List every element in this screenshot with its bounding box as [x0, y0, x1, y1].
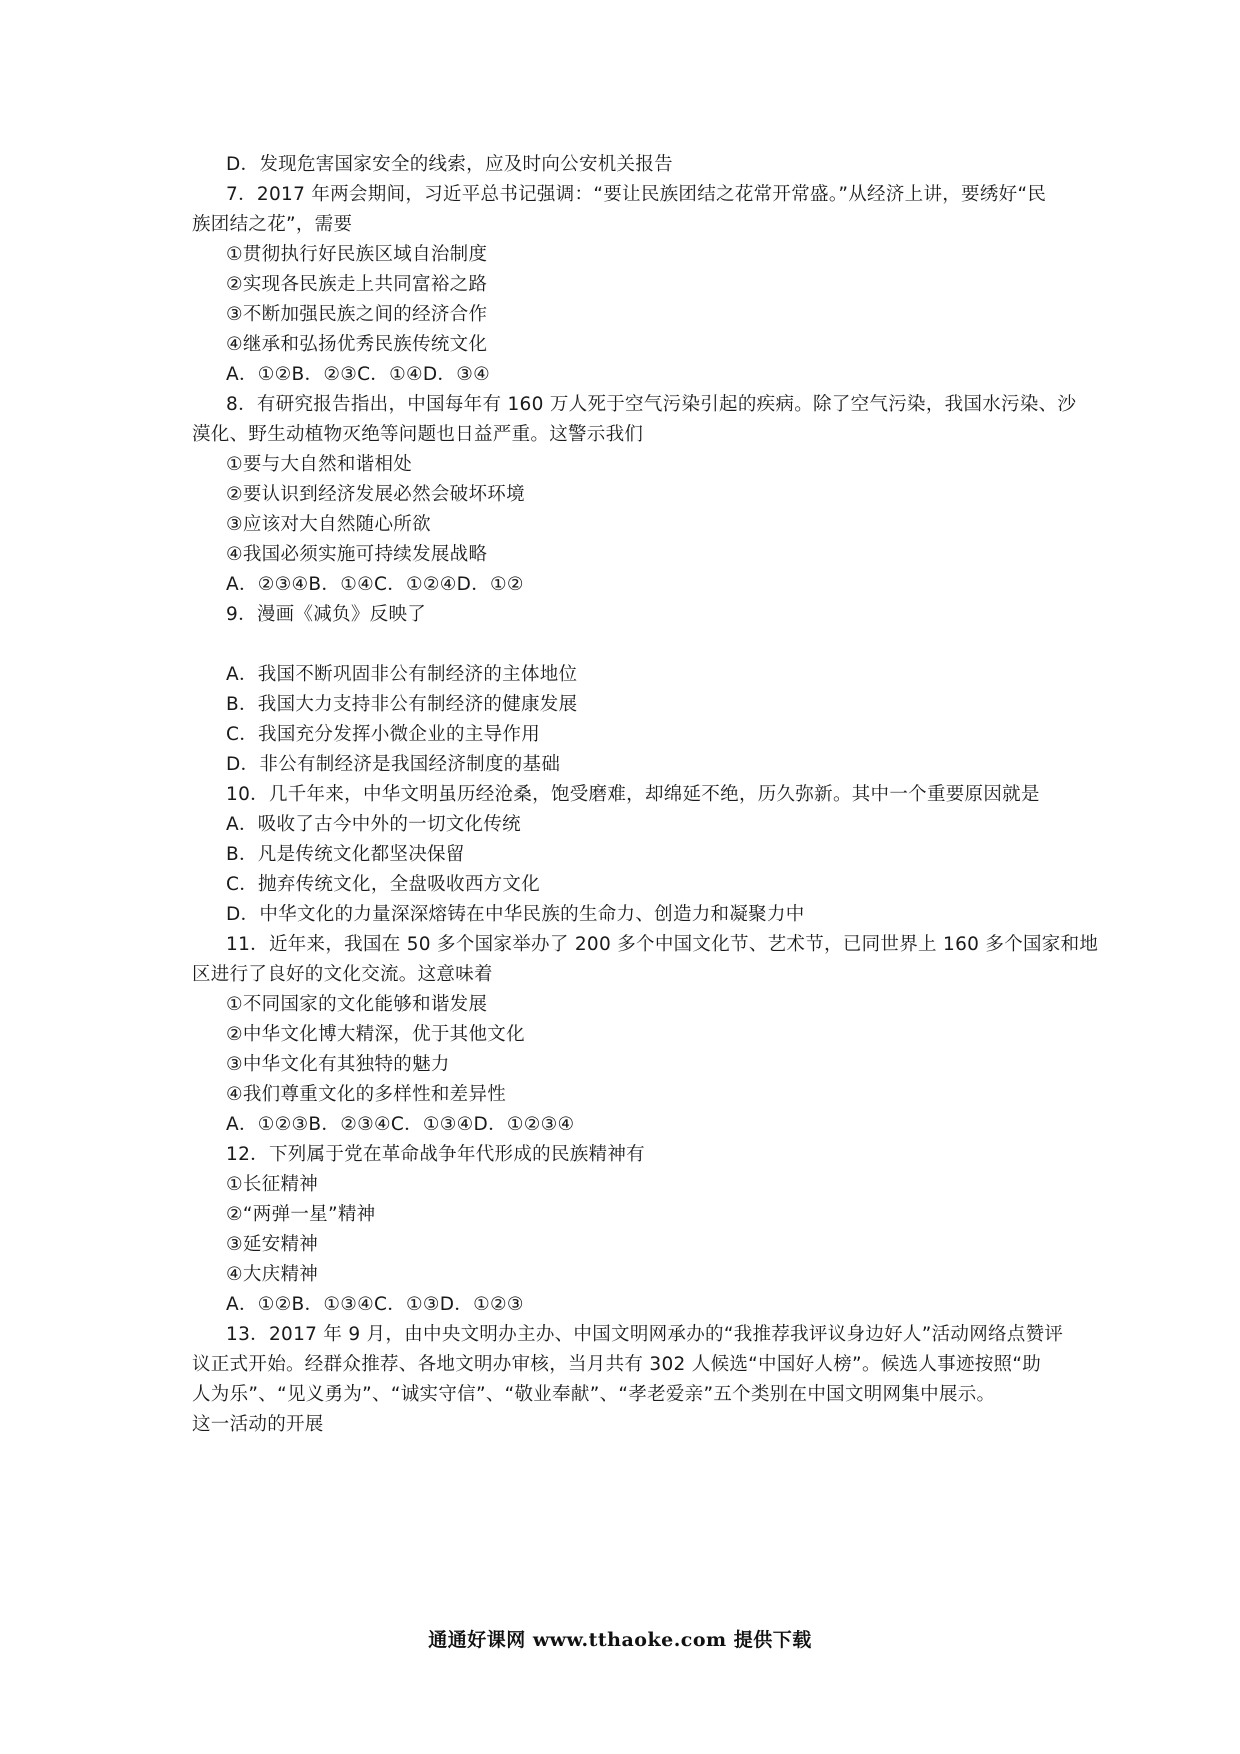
q7-stem-line-1: 7．2017 年两会期间，习近平总书记强调：“要让民族团结之花常开常盛。”从经济上讲，要绣好“民 [226, 184, 1047, 205]
q13-stem-line-4: 这一活动的开展 [192, 1414, 324, 1435]
page-footer: 通通好课网 www.tthaoke.com 提供下载 [428, 1629, 812, 1651]
q10-stem: 10．几千年来，中华文明虽历经沧桑，饱受磨难，却绵延不绝，历久弥新。其中一个重要原因就是 [226, 784, 1040, 805]
q11-item-2: ②中华文化博大精深，优于其他文化 [226, 1024, 525, 1045]
q13-stem-line-2: 议正式开始。经群众推荐、各地文明办审核，当月共有 302 人候选“中国好人榜”。候选人事迹按照“助 [192, 1354, 1042, 1375]
q7-item-2: ②实现各民族走上共同富裕之路 [226, 274, 488, 295]
q9-option-b: B．我国大力支持非公有制经济的健康发展 [226, 694, 578, 715]
q7-item-1: ①贯彻执行好民族区域自治制度 [226, 244, 488, 265]
q7-item-3: ③不断加强民族之间的经济合作 [226, 304, 488, 325]
q8-options: A．②③④B．①④C．①②④D．①② [226, 574, 524, 595]
q8-item-1: ①要与大自然和谐相处 [226, 454, 413, 475]
q11-stem-line-2: 区进行了良好的文化交流。这意味着 [192, 964, 493, 985]
q9-option-d: D．非公有制经济是我国经济制度的基础 [226, 754, 561, 775]
q8-stem-line-2: 漠化、野生动植物灭绝等问题也日益严重。这警示我们 [192, 424, 644, 445]
q7-options: A．①②B．②③C．①④D．③④ [226, 364, 490, 385]
q11-item-4: ④我们尊重文化的多样性和差异性 [226, 1084, 507, 1105]
q12-item-4: ④大庆精神 [226, 1264, 319, 1285]
q11-item-1: ①不同国家的文化能够和谐发展 [226, 994, 488, 1015]
q12-item-1: ①长征精神 [226, 1174, 319, 1195]
q7-item-4: ④继承和弘扬优秀民族传统文化 [226, 334, 488, 355]
q8-item-3: ③应该对大自然随心所欲 [226, 514, 431, 535]
q10-option-b: B．凡是传统文化都坚决保留 [226, 844, 465, 865]
q8-stem-line-1: 8．有研究报告指出，中国每年有 160 万人死于空气污染引起的疾病。除了空气污染，我国水污染、沙 [226, 394, 1077, 415]
q13-stem-line-3: 人为乐”、“见义勇为”、“诚实守信”、“敬业奉献”、“孝老爱亲”五个类别在中国文明网集中展示。 [192, 1384, 996, 1405]
q7-stem-line-2: 族团结之花”，需要 [192, 214, 353, 235]
q12-stem: 12．下列属于党在革命战争年代形成的民族精神有 [226, 1144, 645, 1165]
q12-item-2: ②“两弹一星”精神 [226, 1204, 376, 1225]
q9-option-a: A．我国不断巩固非公有制经济的主体地位 [226, 664, 578, 685]
q9-stem: 9．漫画《减负》反映了 [226, 604, 427, 625]
q8-item-2: ②要认识到经济发展必然会破坏环境 [226, 484, 525, 505]
q6-option-d: D．发现危害国家安全的线索，应及时向公安机关报告 [226, 154, 673, 175]
q12-item-3: ③延安精神 [226, 1234, 319, 1255]
q10-option-d: D．中华文化的力量深深熔铸在中华民族的生命力、创造力和凝聚力中 [226, 904, 805, 925]
q11-stem-line-1: 11．近年来，我国在 50 多个国家举办了 200 多个中国文化节、艺术节，已同世界上 160 多个国家和地 [226, 934, 1099, 955]
q9-option-c: C．我国充分发挥小微企业的主导作用 [226, 724, 541, 745]
q13-stem-line-1: 13．2017 年 9 月，由中央文明办主办、中国文明网承办的“我推荐我评议身边好人”活动网络点赞评 [226, 1324, 1064, 1345]
q11-options: A．①②③B．②③④C．①③④D．①②③④ [226, 1114, 575, 1135]
q10-option-c: C．抛弃传统文化，全盘吸收西方文化 [226, 874, 541, 895]
q12-options: A．①②B．①③④C．①③D．①②③ [226, 1294, 524, 1315]
q8-item-4: ④我国必须实施可持续发展战略 [226, 544, 488, 565]
q11-item-3: ③中华文化有其独特的魅力 [226, 1054, 450, 1075]
q10-option-a: A．吸收了古今中外的一切文化传统 [226, 814, 521, 835]
